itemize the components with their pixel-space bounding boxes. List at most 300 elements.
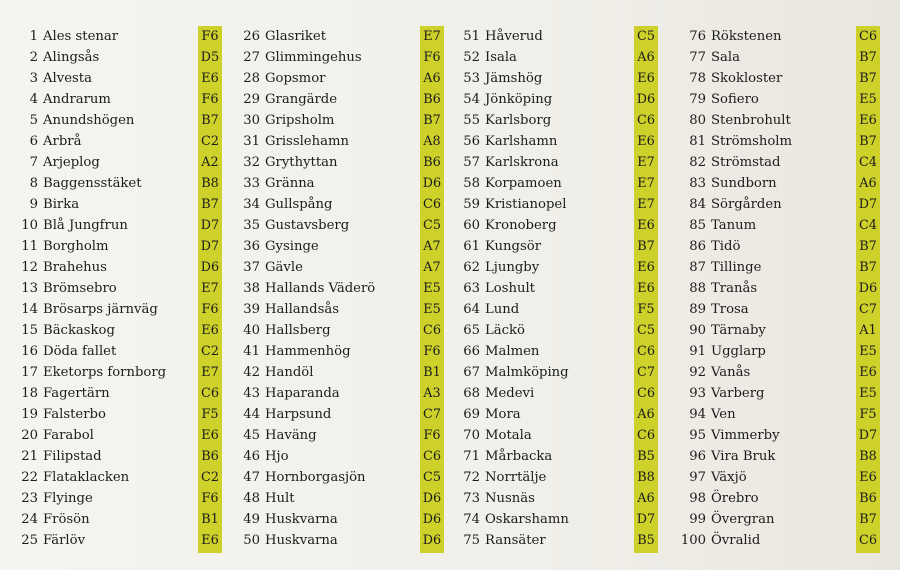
entry-map-code: C6	[423, 197, 441, 212]
entry-map-code: A8	[423, 134, 441, 149]
entry-place-name: Harpsund	[265, 407, 332, 422]
entry-map-code: B8	[201, 176, 219, 191]
index-entry	[14, 530, 222, 551]
index-entry	[236, 404, 444, 425]
entry-number: 27	[243, 50, 260, 65]
index-entry	[236, 26, 444, 47]
entry-map-code: C2	[201, 134, 219, 149]
entry-map-code: D6	[858, 281, 878, 296]
index-entry	[676, 362, 880, 383]
entry-number: 48	[243, 491, 260, 506]
index-entry	[456, 320, 658, 341]
entry-map-code: B5	[637, 449, 655, 464]
entry-map-code: B7	[423, 113, 441, 128]
entry-place-name: Jönköping	[485, 92, 553, 107]
entry-place-name: Tillinge	[711, 260, 762, 275]
index-entry	[236, 110, 444, 131]
entry-number: 50	[243, 533, 260, 548]
index-entry	[14, 257, 222, 278]
entry-place-name: Gävle	[265, 260, 303, 275]
index-entry	[14, 446, 222, 467]
entry-number: 20	[21, 428, 38, 443]
entry-map-code: C6	[201, 386, 219, 401]
entry-place-name: Borgholm	[43, 239, 109, 254]
index-entry	[456, 509, 658, 530]
entry-map-code: B1	[423, 365, 441, 380]
entry-map-code: E5	[859, 92, 877, 107]
entry-number: 68	[463, 386, 480, 401]
entry-place-name: Brömsebro	[43, 281, 117, 296]
entry-map-code: C2	[201, 344, 219, 359]
index-entry	[236, 320, 444, 341]
index-entry	[676, 194, 880, 215]
entry-place-name: Hallands Väderö	[265, 281, 376, 296]
entry-number: 3	[29, 71, 38, 86]
entry-number: 31	[243, 134, 260, 149]
entry-number: 34	[243, 197, 260, 212]
entry-number: 30	[243, 113, 260, 128]
entry-map-code: E6	[637, 71, 655, 86]
entry-place-name: Karlshamn	[485, 134, 558, 149]
entry-number: 100	[680, 533, 706, 548]
entry-number: 11	[21, 239, 38, 254]
index-entry	[236, 278, 444, 299]
entry-place-name: Döda fallet	[43, 344, 117, 359]
entry-number: 63	[463, 281, 480, 296]
entry-place-name: Birka	[43, 197, 80, 212]
index-entry	[456, 89, 658, 110]
entry-map-code: E6	[201, 428, 219, 443]
entry-place-name: Hallsberg	[265, 323, 331, 338]
index-entry	[236, 425, 444, 446]
entry-map-code: B7	[859, 260, 877, 275]
entry-map-code: C6	[859, 533, 877, 548]
entry-place-name: Motala	[485, 428, 532, 443]
entry-place-name: Varberg	[711, 386, 765, 401]
entry-place-name: Grisslehamn	[265, 134, 349, 149]
entry-map-code: B6	[423, 92, 441, 107]
entry-map-code: D6	[200, 260, 220, 275]
entry-number: 24	[21, 512, 38, 527]
entry-place-name: Vira Bruk	[711, 449, 776, 464]
index-entry	[676, 47, 880, 68]
entry-number: 72	[463, 470, 480, 485]
entry-number: 76	[689, 29, 706, 44]
entry-number: 87	[689, 260, 706, 275]
entry-map-code: E6	[859, 470, 877, 485]
index-entry	[456, 194, 658, 215]
entry-place-name: Malmen	[485, 344, 540, 359]
index-entry	[14, 26, 222, 47]
entry-map-code: E7	[637, 176, 655, 191]
index-entry	[676, 530, 880, 551]
index-entry	[14, 467, 222, 488]
entry-map-code: C7	[859, 302, 877, 317]
entry-place-name: Brösarps järnväg	[43, 302, 158, 317]
entry-map-code: C7	[423, 407, 441, 422]
index-entry	[676, 152, 880, 173]
entry-map-code: D5	[200, 50, 220, 65]
index-entry	[236, 509, 444, 530]
entry-number: 7	[29, 155, 38, 170]
index-entry	[676, 341, 880, 362]
entry-number: 21	[21, 449, 38, 464]
index-entry	[236, 341, 444, 362]
entry-place-name: Gullspång	[265, 197, 333, 212]
entry-place-name: Haväng	[265, 428, 317, 443]
entry-number: 84	[689, 197, 706, 212]
entry-map-code: E6	[637, 260, 655, 275]
entry-number: 5	[29, 113, 38, 128]
entry-place-name: Ven	[711, 407, 736, 422]
entry-place-name: Fagertärn	[43, 386, 110, 401]
entry-number: 94	[689, 407, 706, 422]
entry-place-name: Kungsör	[485, 239, 542, 254]
index-entry	[14, 152, 222, 173]
entry-map-code: F6	[201, 491, 219, 506]
entry-number: 78	[689, 71, 706, 86]
entry-place-name: Flataklacken	[43, 470, 130, 485]
index-entry	[14, 89, 222, 110]
entry-place-name: Mårbacka	[485, 449, 553, 464]
entry-map-code: E7	[423, 29, 441, 44]
entry-map-code: D7	[200, 239, 220, 254]
index-entry	[456, 278, 658, 299]
entry-map-code: C4	[859, 155, 877, 170]
index-entry	[676, 425, 880, 446]
entry-place-name: Frösön	[43, 512, 90, 527]
index-entry	[456, 215, 658, 236]
entry-place-name: Övralid	[711, 533, 761, 548]
index-entry	[236, 173, 444, 194]
entry-place-name: Vanås	[711, 365, 751, 380]
entry-map-code: D6	[422, 176, 442, 191]
index-entry	[676, 299, 880, 320]
entry-number: 39	[243, 302, 260, 317]
entry-map-code: C6	[637, 386, 655, 401]
index-entry	[14, 68, 222, 89]
entry-map-code: B7	[859, 50, 877, 65]
entry-place-name: Glimmingehus	[265, 50, 362, 65]
entry-place-name: Färlöv	[43, 533, 86, 548]
entry-number: 86	[689, 239, 706, 254]
index-entry	[676, 110, 880, 131]
index-entry	[456, 26, 658, 47]
entry-map-code: E7	[637, 155, 655, 170]
entry-place-name: Filipstad	[43, 449, 102, 464]
entry-place-name: Sofiero	[711, 92, 759, 107]
entry-place-name: Blå Jungfrun	[43, 218, 128, 233]
entry-map-code: B7	[859, 239, 877, 254]
entry-number: 65	[463, 323, 480, 338]
entry-map-code: D6	[422, 491, 442, 506]
entry-number: 52	[463, 50, 480, 65]
entry-place-name: Huskvarna	[265, 512, 338, 527]
index-entry	[14, 488, 222, 509]
entry-place-name: Kronoberg	[485, 218, 557, 233]
entry-map-code: E6	[637, 134, 655, 149]
entry-number: 75	[463, 533, 480, 548]
index-entry	[456, 488, 658, 509]
entry-map-code: D7	[636, 512, 656, 527]
entry-place-name: Glasriket	[265, 29, 326, 44]
entry-map-code: B8	[859, 449, 877, 464]
index-column-4	[676, 26, 880, 553]
entry-map-code: E5	[859, 344, 877, 359]
index-entry	[14, 320, 222, 341]
entry-map-code: C5	[637, 323, 655, 338]
entry-number: 58	[463, 176, 480, 191]
entry-map-code: F6	[201, 29, 219, 44]
entry-place-name: Strömstad	[711, 155, 781, 170]
entry-map-code: E7	[201, 281, 219, 296]
entry-number: 54	[463, 92, 480, 107]
entry-place-name: Arbrå	[43, 134, 82, 149]
index-entry	[14, 278, 222, 299]
index-entry	[14, 383, 222, 404]
entry-number: 99	[689, 512, 706, 527]
entry-number: 69	[463, 407, 480, 422]
entry-number: 44	[243, 407, 260, 422]
index-entry	[456, 173, 658, 194]
entry-number: 80	[689, 113, 706, 128]
entry-number: 32	[243, 155, 260, 170]
entry-place-name: Stenbrohult	[711, 113, 791, 128]
entry-place-name: Andrarum	[43, 92, 111, 107]
entry-map-code: F5	[637, 302, 655, 317]
index-entry	[236, 152, 444, 173]
entry-map-code: B7	[859, 71, 877, 86]
entry-place-name: Grythyttan	[265, 155, 338, 170]
entry-place-name: Eketorps fornborg	[43, 365, 167, 380]
entry-map-code: E6	[637, 281, 655, 296]
entry-map-code: F6	[423, 428, 441, 443]
entry-map-code: C6	[637, 344, 655, 359]
entry-number: 37	[243, 260, 260, 275]
entry-map-code: D7	[200, 218, 220, 233]
index-entry	[676, 467, 880, 488]
entry-map-code: E5	[423, 281, 441, 296]
index-entry	[676, 26, 880, 47]
entry-map-code: E6	[859, 113, 877, 128]
entry-place-name: Grangärde	[265, 92, 338, 107]
entry-place-name: Alvesta	[43, 71, 92, 86]
index-entry	[676, 68, 880, 89]
entry-place-name: Loshult	[485, 281, 535, 296]
entry-map-code: C4	[859, 218, 877, 233]
entry-number: 93	[689, 386, 706, 401]
entry-map-code: F5	[201, 407, 219, 422]
index-entry	[14, 236, 222, 257]
entry-map-code: B1	[201, 512, 219, 527]
entry-number: 53	[463, 71, 480, 86]
entry-map-code: E5	[423, 302, 441, 317]
index-entry	[236, 215, 444, 236]
entry-map-code: B7	[201, 197, 219, 212]
entry-place-name: Isala	[485, 50, 517, 65]
entry-place-name: Medevi	[485, 386, 535, 401]
index-entry	[456, 383, 658, 404]
entry-place-name: Flyinge	[43, 491, 93, 506]
entry-number: 79	[689, 92, 706, 107]
entry-number: 43	[243, 386, 260, 401]
entry-number: 62	[463, 260, 480, 275]
index-entry	[676, 509, 880, 530]
entry-map-code: C5	[637, 29, 655, 44]
entry-map-code: B7	[637, 239, 655, 254]
index-entry	[456, 299, 658, 320]
entry-map-code: E6	[859, 365, 877, 380]
index-entry	[456, 467, 658, 488]
index-entry	[14, 509, 222, 530]
entry-number: 6	[29, 134, 38, 149]
index-entry	[456, 68, 658, 89]
entry-place-name: Gränna	[265, 176, 315, 191]
index-entry	[676, 404, 880, 425]
entry-map-code: D6	[636, 92, 656, 107]
entry-place-name: Hjo	[265, 449, 289, 464]
entry-map-code: C5	[423, 218, 441, 233]
entry-place-name: Huskvarna	[265, 533, 338, 548]
entry-map-code: A6	[637, 491, 655, 506]
entry-number: 61	[463, 239, 480, 254]
index-entry	[456, 236, 658, 257]
entry-place-name: Övergran	[711, 512, 775, 527]
entry-number: 82	[689, 155, 706, 170]
entry-map-code: D6	[422, 533, 442, 548]
entry-map-code: B7	[859, 134, 877, 149]
index-entry	[236, 383, 444, 404]
index-entry	[14, 131, 222, 152]
entry-number: 2	[29, 50, 38, 65]
entry-number: 74	[463, 512, 480, 527]
entry-number: 19	[21, 407, 38, 422]
entry-map-code: C6	[859, 29, 877, 44]
entry-number: 67	[463, 365, 480, 380]
entry-map-code: B6	[423, 155, 441, 170]
index-entry	[456, 425, 658, 446]
entry-number: 95	[689, 428, 706, 443]
entry-place-name: Korpamoen	[485, 176, 562, 191]
entry-number: 41	[243, 344, 260, 359]
entry-place-name: Gysinge	[265, 239, 319, 254]
entry-place-name: Gripsholm	[265, 113, 335, 128]
entry-place-name: Brahehus	[43, 260, 107, 275]
entry-number: 26	[243, 29, 260, 44]
entry-map-code: E5	[859, 386, 877, 401]
index-entry	[14, 194, 222, 215]
entry-place-name: Trosa	[711, 302, 749, 317]
entry-map-code: C6	[423, 323, 441, 338]
entry-map-code: E7	[201, 365, 219, 380]
entry-map-code: B5	[637, 533, 655, 548]
entry-place-name: Vimmerby	[711, 428, 780, 443]
entry-number: 15	[21, 323, 38, 338]
entry-number: 85	[689, 218, 706, 233]
entry-map-code: C6	[637, 428, 655, 443]
entry-place-name: Ljungby	[485, 260, 540, 275]
index-entry	[456, 404, 658, 425]
entry-number: 23	[21, 491, 38, 506]
entry-place-name: Hornborgasjön	[265, 470, 366, 485]
entry-place-name: Hult	[265, 491, 295, 506]
entry-place-name: Mora	[485, 407, 521, 422]
index-entry	[236, 131, 444, 152]
entry-map-code: C6	[637, 113, 655, 128]
index-entry	[14, 425, 222, 446]
entry-map-code: A6	[859, 176, 877, 191]
index-entry	[456, 257, 658, 278]
entry-place-name: Sala	[711, 50, 740, 65]
entry-number: 89	[689, 302, 706, 317]
entry-place-name: Bäckaskog	[43, 323, 115, 338]
entry-map-code: F6	[201, 92, 219, 107]
index-column-3	[456, 26, 658, 553]
entry-number: 29	[243, 92, 260, 107]
entry-place-name: Skokloster	[711, 71, 783, 86]
entry-place-name: Tidö	[711, 239, 741, 254]
entry-map-code: E6	[201, 71, 219, 86]
entry-number: 42	[243, 365, 260, 380]
entry-number: 56	[463, 134, 480, 149]
entry-place-name: Rökstenen	[711, 29, 782, 44]
entry-map-code: F6	[423, 344, 441, 359]
entry-place-name: Handöl	[265, 365, 314, 380]
entry-number: 81	[689, 134, 706, 149]
entry-map-code: F5	[859, 407, 877, 422]
entry-number: 33	[243, 176, 260, 191]
entry-place-name: Norrtälje	[485, 470, 547, 485]
index-entry	[676, 488, 880, 509]
entry-number: 57	[463, 155, 480, 170]
index-entry	[14, 362, 222, 383]
index-entry	[14, 173, 222, 194]
index-entry	[676, 215, 880, 236]
index-entry	[456, 446, 658, 467]
index-entry	[456, 131, 658, 152]
entry-map-code: B7	[201, 113, 219, 128]
entry-number: 97	[689, 470, 706, 485]
entry-number: 35	[243, 218, 260, 233]
entry-number: 51	[463, 29, 480, 44]
entry-number: 49	[243, 512, 260, 527]
entry-map-code: C6	[423, 449, 441, 464]
entry-map-code: A1	[859, 323, 877, 338]
entry-place-name: Ransäter	[485, 533, 546, 548]
entry-map-code: A6	[637, 50, 655, 65]
entry-number: 98	[689, 491, 706, 506]
entry-number: 66	[463, 344, 480, 359]
entry-map-code: E6	[201, 533, 219, 548]
entry-place-name: Haparanda	[265, 386, 340, 401]
entry-place-name: Oskarshamn	[485, 512, 569, 527]
index-entry	[676, 257, 880, 278]
entry-place-name: Malmköping	[485, 365, 569, 380]
index-entry	[14, 341, 222, 362]
entry-place-name: Tranås	[711, 281, 758, 296]
entry-number: 47	[243, 470, 260, 485]
entry-map-code: B6	[201, 449, 219, 464]
entry-map-code: E7	[637, 197, 655, 212]
entry-map-code: B7	[859, 512, 877, 527]
index-entry	[456, 530, 658, 551]
index-entry	[236, 530, 444, 551]
entry-map-code: A2	[201, 155, 219, 170]
entry-number: 12	[21, 260, 38, 275]
entry-map-code: D6	[422, 512, 442, 527]
entry-number: 14	[21, 302, 38, 317]
entry-number: 70	[463, 428, 480, 443]
